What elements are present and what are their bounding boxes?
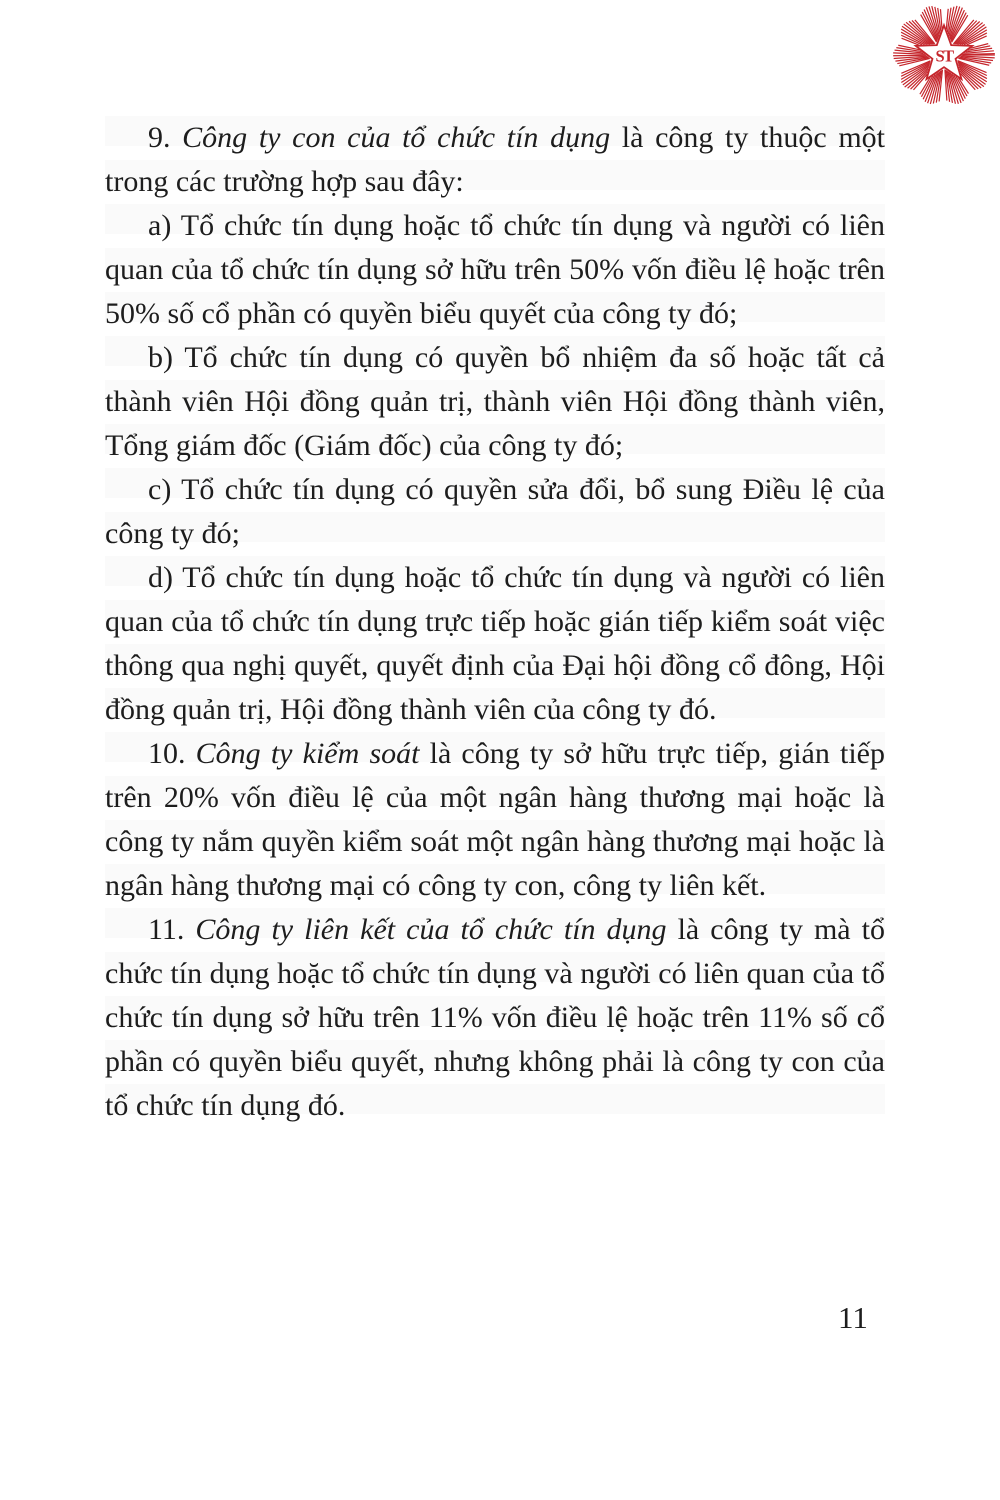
paragraph-point-c [105,468,885,556]
defined-term: Công ty con của tổ chức tín dụng [182,121,611,154]
page-body [105,116,885,1128]
paragraph-clause-9 [105,116,885,204]
clause-number: 9. [148,121,183,154]
defined-term: Công ty liên kết của tổ chức tín dụng [195,913,667,946]
paragraph-point-b [105,336,885,468]
clause-text: là công ty thuộc một trong các trường hợp sau đây: [105,121,886,198]
clause-text: là công ty mà tổ chức tín dụng hoặc tổ chức tín dụng và người có liên quan của tổ chức tín dụng sở hữu trên 11% vốn điều lệ hoặc trên 11% số cổ phần có quyền biểu quyết, nhưng không phải là công ty con của tổ chức tín dụng đó. [105,913,885,1122]
clause-number: 10. [148,737,196,770]
clause-text: d) Tổ chức tín dụng hoặc tổ chức tín dụng và người có liên quan của tổ chức tín dụng trực tiếp hoặc gián tiếp kiểm soát việc thông qua nghị quyết, quyết định của Đại hội đồng cổ đông, Hội đồng quản trị, Hội đồng thành viên của công ty đó. [105,561,885,726]
clause-text: b) Tổ chức tín dụng có quyền bổ nhiệm đa số hoặc tất cả thành viên Hội đồng quản trị, thành viên Hội đồng thành viên, Tổng giám đốc (Giám đốc) của công ty đó; [105,341,885,462]
paragraph-clause-10 [105,732,885,908]
paragraph-point-a [105,204,885,336]
clause-number: 11. [148,913,196,946]
page-number: 11 [838,1300,868,1335]
clause-text: là công ty sở hữu trực tiếp, gián tiếp trên 20% vốn điều lệ của một ngân hàng thương mại hoặc là công ty nắm quyền kiểm soát một ngân hàng thương mại hoặc là ngân hàng thương mại có công ty con, công ty liên kết. [105,737,886,902]
paragraph-clause-11 [105,908,885,1128]
paragraph-point-d [105,556,885,732]
starburst-logo-icon [891,2,997,108]
clause-text: c) Tổ chức tín dụng có quyền sửa đổi, bổ sung Điều lệ của công ty đó; [105,473,885,550]
defined-term: Công ty kiểm soát [195,737,420,770]
publisher-logo [891,2,997,108]
logo-st-text: ST [935,46,953,66]
clause-text: a) Tổ chức tín dụng hoặc tổ chức tín dụng và người có liên quan của tổ chức tín dụng sở hữu trên 50% vốn điều lệ hoặc trên 50% số cổ phần có quyền biểu quyết của công ty đó; [105,209,885,330]
